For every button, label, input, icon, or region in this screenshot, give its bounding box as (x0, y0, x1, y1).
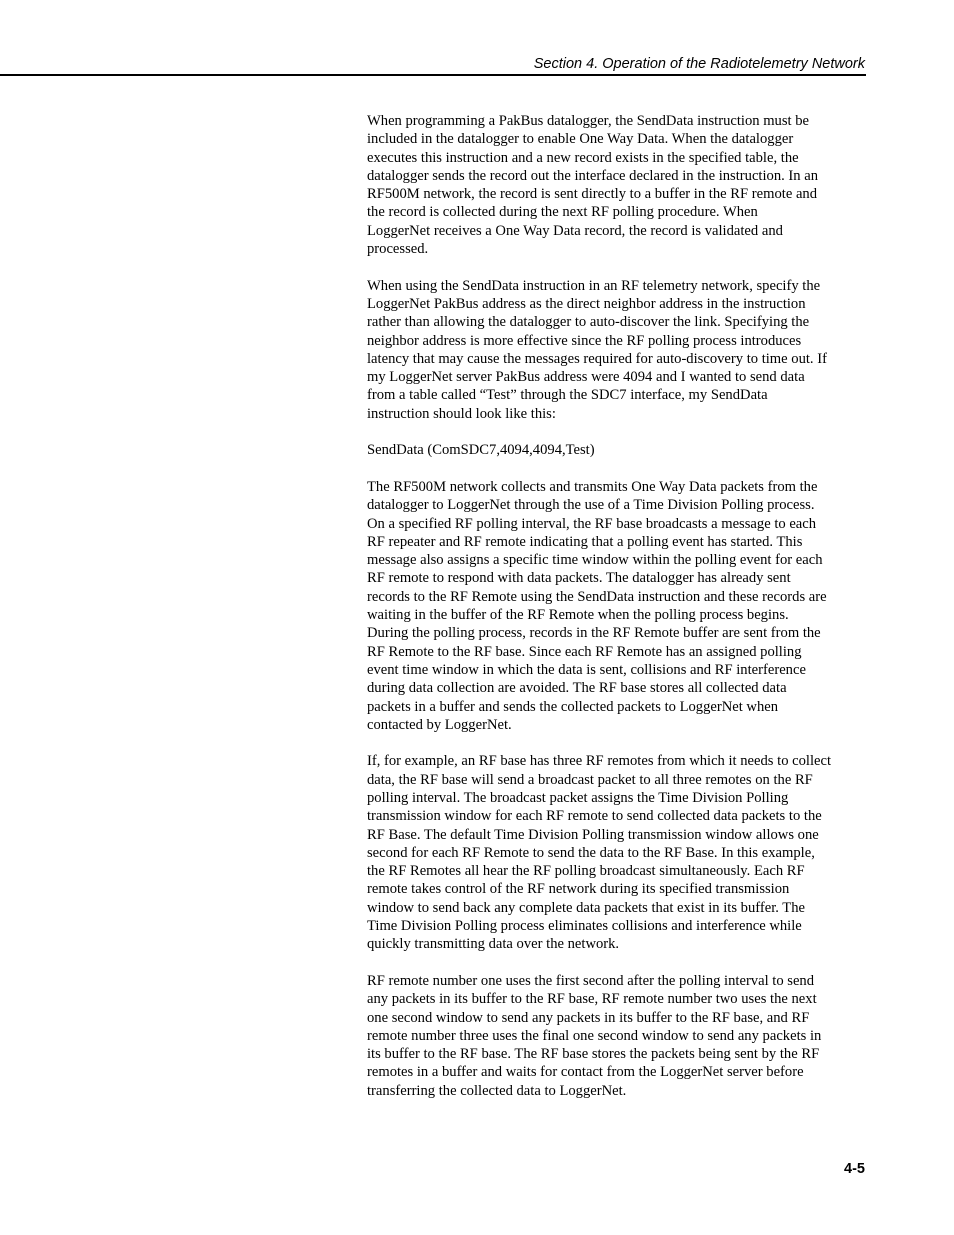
section-header-title: Section 4. Operation of the Radiotelemetry Network (533, 56, 865, 72)
paragraph-time-division-polling: The RF500M network collects and transmits One Way Data packets from the datalogger to LoggerNet through the use of a Time Division Polling process. On a specified RF polling interval, the RF base broadcasts a message to each RF repeater and RF remote indicating that a polling event has started. This message also assigns a specific time window within the polling event for each RF remote to respond with data packets. The datalogger has already sent records to the RF Remote using the SendData instruction and these records are waiting in the buffer of the RF Remote when the polling process begins. During the polling process, records in the RF Remote buffer are sent from the RF Remote to the RF base. Since each RF Remote has an assigned polling event time window in which the data is sent, collisions and RF interference during data collection are avoided. The RF base stores all collected data packets in a buffer and sends the collected packets to LoggerNet when contacted by LoggerNet. (367, 478, 827, 733)
page-number: 4-5 (844, 1161, 865, 1177)
paragraph-example-three-remotes: If, for example, an RF base has three RF remotes from which it needs to collect data, the RF base will send a broadcast packet to all three remotes on the RF polling interval. The broadcast packet assigns the Time Division Polling transmission window for each RF remote to send collected data packets to the RF Base. The default Time Division Polling transmission window allows one second for each RF Remote to send the data to the RF Base. In this example, the RF Remotes all hear the RF polling broadcast simultaneously. Each RF remote takes control of the RF network during its specified transmission window to send back any complete data packets that exist in its buffer. The Time Division Polling process eliminates collisions and interference while quickly transmitting data over the network. (367, 753, 832, 953)
code-example-senddata: SendData (ComSDC7,4094,4094,Test) (367, 442, 595, 459)
paragraph-remote-sequence: RF remote number one uses the first second after the polling interval to send any packets in its buffer to the RF base, RF remote number two uses the next one second window to send any packets in its buffer to the RF base, and RF remote number three uses the final one second window to send any packets in its buffer to the RF base. The RF base stores the packets being sent by the RF remotes in a buffer and waits for contact from the LoggerNet server before transferring the collected data to LoggerNet. (367, 972, 822, 1099)
body-text (367, 112, 867, 1118)
paragraph-senddata-intro: When programming a PakBus datalogger, the SendData instruction must be included in the datalogger to enable One Way Data. When the datalogger executes this instruction and a new record exists in the specified table, the datalogger sends the record out the interface declared in the instruction. In an RF500M network, the record is sent directly to a buffer in the RF remote and the record is collected during the next RF polling procedure. When LoggerNet receives a One Way Data record, the record is validated and processed. (367, 113, 819, 258)
header-divider (0, 74, 866, 76)
paragraph-neighbor-address: When using the SendData instruction in an RF telemetry network, specify the LoggerNet PakBus address as the direct neighbor address in the instruction rather than allowing the datalogger to auto-discover the link. Specifying the neighbor address is more effective since the RF polling process introduces latency that may cause the messages required for auto-discovery to time out. If my LoggerNet server PakBus address were 4094 and I wanted to send data from a table called “Test” through the SDC7 interface, my SendData instruction should look like this: (367, 277, 827, 422)
